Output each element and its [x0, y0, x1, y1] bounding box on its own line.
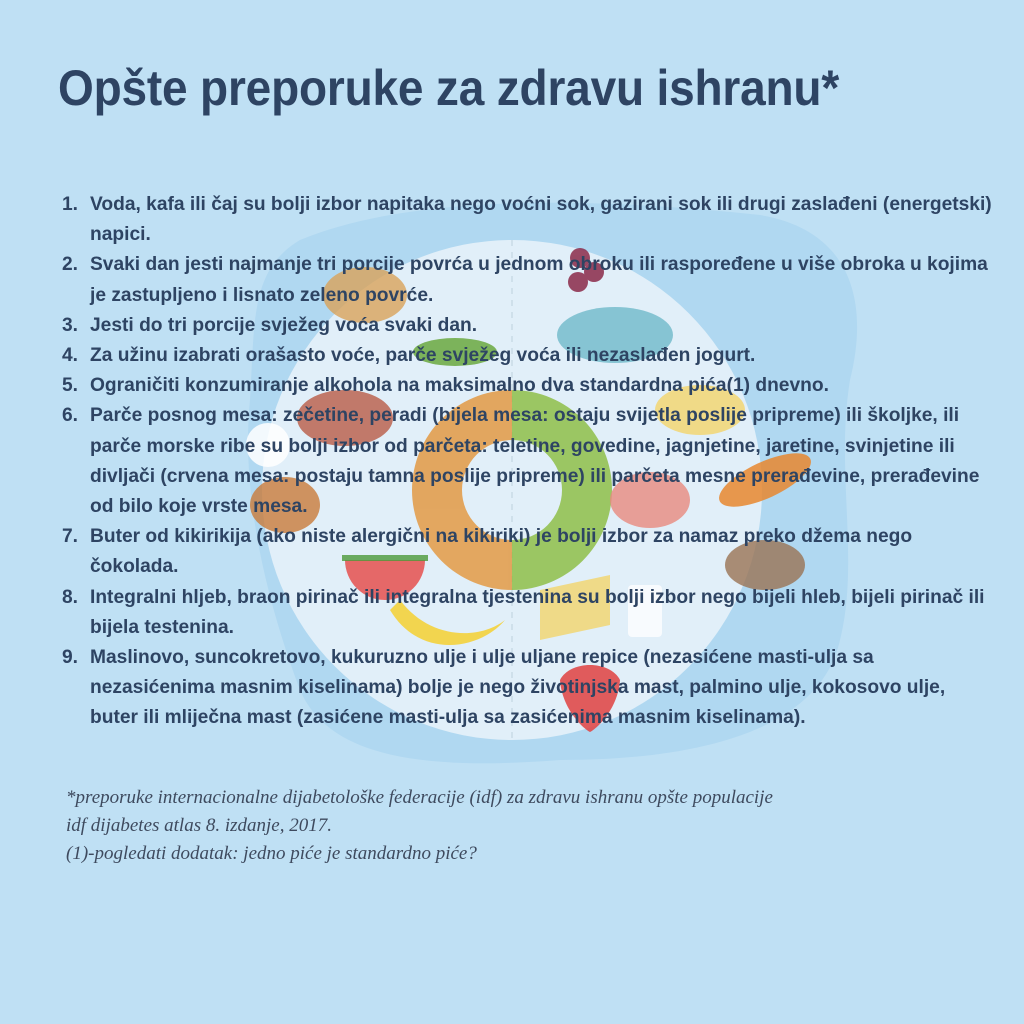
list-item-number: 5. [62, 375, 79, 397]
list-item [62, 250, 992, 310]
list-item-text: Parče posnog mesa: zečetine, peradi (bijela mesa: ostaju svijetla poslije pripreme) ili školjke, ili parče morske ribe su bolji izbor od parčeta: teletine, govedine, jagnjetine, jaretine, svinjetine ili divljači (crvena mesa: postaju tamna poslije pripreme) ili parčeta mesne prerađevine, prerađevine od bilo koje vrste mesa. [90, 405, 980, 518]
list-item-number: 9. [62, 647, 79, 669]
list-item [62, 643, 992, 734]
recommendations-list [62, 190, 992, 734]
list-item-text: Jesti do tri porcije svježeg voća svaki dan. [90, 314, 478, 336]
footnote-source: *preporuke internacionalne dijabetološke federacije (idf) za zdravu ishranu opšte populacije [66, 787, 773, 808]
list-item [62, 401, 992, 522]
list-item [62, 583, 992, 643]
list-item [62, 341, 992, 371]
list-item [62, 311, 992, 341]
list-item-number: 8. [62, 586, 79, 608]
footnotes [66, 784, 926, 868]
list-item-number: 2. [62, 254, 79, 276]
list-item-text: Maslinovo, suncokretovo, kukuruzno ulje i ulje uljane repice (nezasićene masti-ulja sa nezasićenima masnim kiselinama) bolje je nego životinjska mast, palmino ulje, kokosovo ulje, buter ili mliječna mast (zasićene masti-ulja sa zasićenima masnim kiselinama). [90, 647, 946, 729]
list-item-text: Buter od kikirikija (ako niste alergični na kikiriki) je bolji izbor za namaz preko džema nego čokolada. [90, 526, 913, 578]
list-item [62, 190, 992, 250]
list-item-text: Voda, kafa ili čaj su bolji izbor napitaka nego voćni sok, gazirani sok ili drugi zaslađeni (energetski) napici. [90, 194, 992, 246]
list-item-number: 7. [62, 526, 79, 548]
footnote-atlas: idf dijabetes atlas 8. izdanje, 2017. [66, 815, 332, 836]
footnote-standard-drink: (1)-pogledati dodatak: jedno piće je standardno piće? [66, 843, 477, 864]
list-item-text: Za užinu izabrati orašasto voće, parče svježeg voća ili nezaslađen jogurt. [90, 345, 756, 367]
list-item-text: Svaki dan jesti najmanje tri porcije povrća u jednom obroku ili raspoređene u više obroka u kojima je zastupljeno i lisnato zeleno povrće. [90, 254, 988, 306]
list-item-number: 3. [62, 314, 79, 336]
list-item [62, 522, 992, 582]
list-item-number: 1. [62, 194, 79, 215]
page-title: Opšte preporuke za zdravu ishranu* [58, 60, 840, 116]
list-item-number: 6. [62, 405, 79, 427]
list-item-text: Integralni hljeb, braon pirinač ili integralna tjestenina su bolji izbor nego bijeli hleb, bijeli pirinač ili bijela testenina. [90, 586, 985, 638]
list-item-number: 4. [62, 345, 79, 367]
list-item [62, 371, 992, 401]
list-item-text: Ograničiti konzumiranje alkohola na maksimalno dva standardna pića(1) dnevno. [90, 375, 829, 397]
